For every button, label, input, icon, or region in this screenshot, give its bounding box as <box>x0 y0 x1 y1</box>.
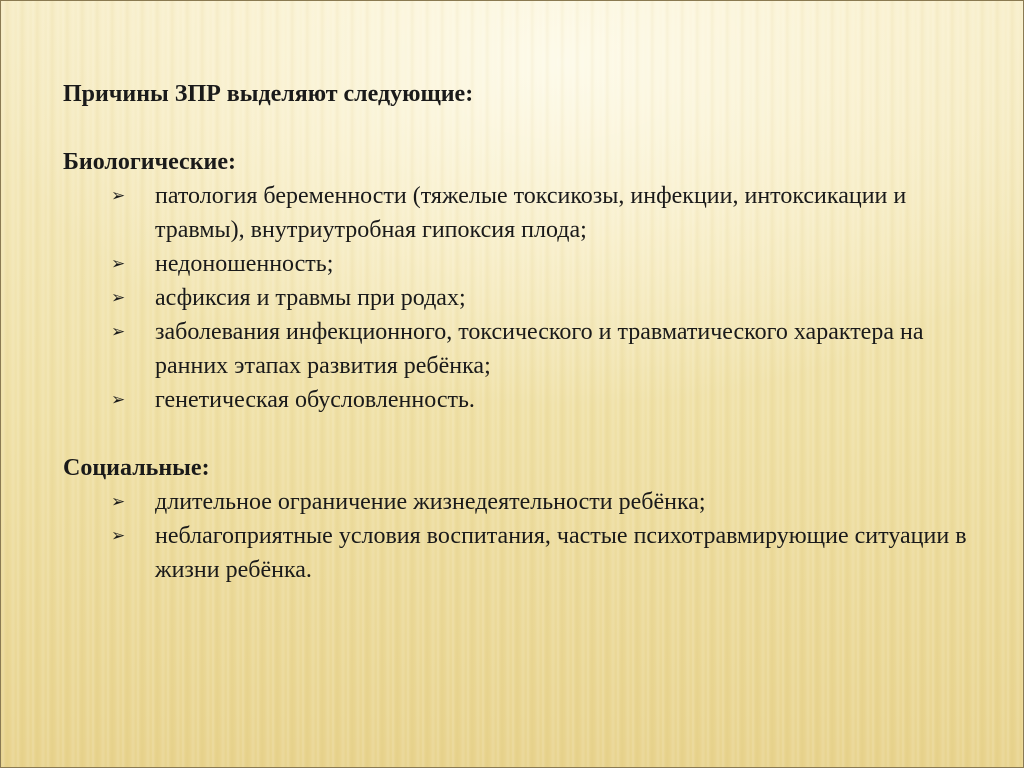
list-item-text: заболевания инфекционного, токсического и травматического характера на ранних этапах развития ребёнка; <box>155 319 924 379</box>
list-item-text: недоношенность; <box>155 251 334 277</box>
list-item-text: неблагоприятные условия воспитания, частые психотравмирующие ситуации в жизни ребёнка. <box>155 523 967 583</box>
list-item <box>63 281 993 315</box>
list-item <box>63 383 993 417</box>
arrowhead-bullet-icon: ➢ <box>111 186 126 205</box>
arrowhead-bullet-icon: ➢ <box>111 390 126 409</box>
arrowhead-bullet-icon: ➢ <box>111 254 126 273</box>
list-item-text: длительное ограничение жизнедеятельности ребёнка; <box>155 489 706 515</box>
list-item-text: генетическая обусловленность. <box>155 387 475 413</box>
arrowhead-bullet-icon: ➢ <box>111 526 126 545</box>
arrowhead-bullet-icon: ➢ <box>111 288 126 307</box>
slide-heading: Причины ЗПР выделяют следующие: <box>63 81 474 107</box>
bullet-list <box>63 485 993 587</box>
slide-content <box>63 77 993 587</box>
list-item <box>63 315 993 383</box>
section-title: Социальные: <box>63 455 210 481</box>
arrowhead-bullet-icon: ➢ <box>111 322 126 341</box>
section-biological <box>63 145 993 417</box>
list-item <box>63 247 993 281</box>
list-item-text: асфиксия и травмы при родах; <box>155 285 466 311</box>
list-item <box>63 179 993 247</box>
list-item-text: патология беременности (тяжелые токсикозы, инфекции, интоксикации и травмы), внутриутробная гипоксия плода; <box>155 183 907 243</box>
arrowhead-bullet-icon: ➢ <box>111 492 126 511</box>
section-social <box>63 451 993 587</box>
section-title: Биологические: <box>63 149 237 175</box>
list-item <box>63 485 993 519</box>
list-item <box>63 519 993 587</box>
bullet-list <box>63 179 993 417</box>
